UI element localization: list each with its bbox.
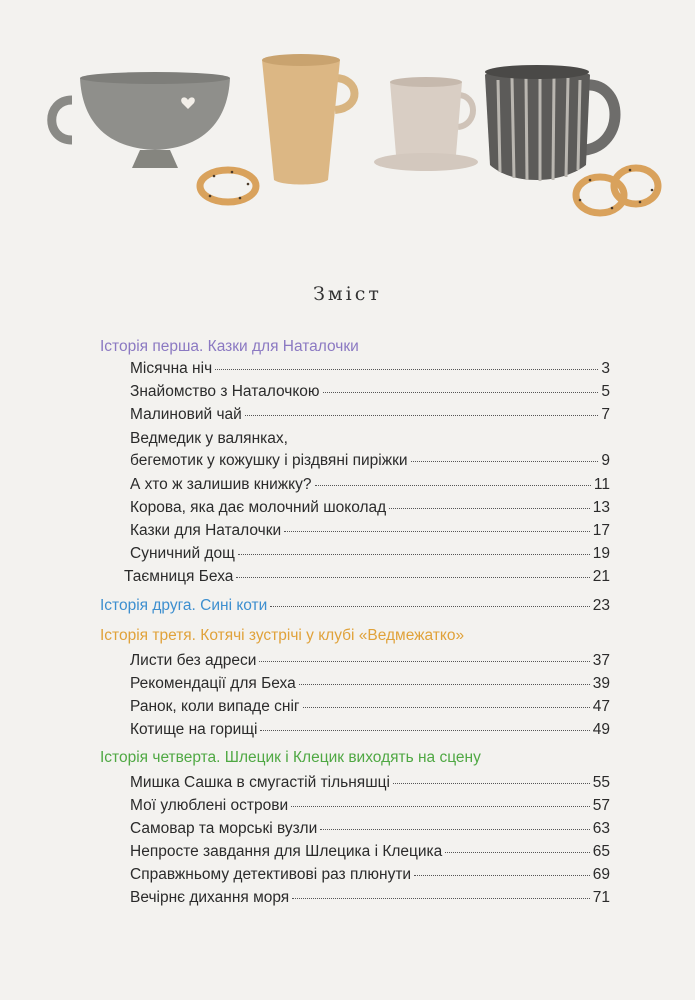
page-number: 49	[592, 721, 610, 738]
toc-entry	[130, 652, 610, 670]
pretzel-ring-icon	[200, 168, 658, 213]
entry-title: Рекомендації для Беха	[130, 675, 296, 692]
toc-entry	[130, 406, 610, 424]
toc-entry	[130, 721, 610, 739]
dot-leader	[320, 829, 589, 830]
entry-title: Котище на горищі	[130, 721, 258, 738]
dot-leader	[292, 898, 590, 899]
entry-title: Мишка Сашка в смугастій тільняшці	[130, 774, 390, 791]
part-title-2: Історія друга. Сині коти	[100, 597, 268, 614]
page-number: 69	[592, 866, 610, 883]
entry-title: Листи без адреси	[130, 652, 257, 669]
page-number: 55	[592, 774, 610, 791]
page-number: 3	[601, 360, 610, 377]
page-number: 71	[592, 889, 610, 906]
toc-entry	[130, 698, 610, 716]
dot-leader	[303, 707, 590, 708]
page-number: 7	[601, 406, 610, 423]
toc-entry	[130, 843, 610, 861]
entry-title: Мої улюблені острови	[130, 797, 289, 814]
toc-entry	[130, 383, 610, 401]
page-number: 23	[592, 597, 610, 614]
gray-teacup-icon	[52, 72, 230, 168]
toc-entry	[130, 866, 610, 884]
dot-leader	[299, 684, 590, 685]
toc-entry	[130, 360, 610, 378]
entry-title: Непросте завдання для Шлецика і Клецика	[130, 843, 443, 860]
entry-title: Справжньому детективові раз плюнути	[130, 866, 412, 883]
entry-title: Суничний дощ	[130, 545, 235, 562]
yellow-mug-icon	[262, 54, 355, 185]
page-number: 13	[592, 499, 610, 516]
toc-entry	[130, 820, 610, 838]
striped-mug-icon	[485, 65, 615, 181]
entry-title: Вечірнє дихання моря	[130, 889, 290, 906]
dot-leader	[445, 852, 589, 853]
dot-leader	[270, 606, 589, 607]
entry-title: Знайомство з Наталочкою	[130, 383, 320, 400]
page-number: 17	[592, 522, 610, 539]
page-number: 65	[592, 843, 610, 860]
dot-leader	[315, 485, 591, 486]
entry-title: Казки для Наталочки	[130, 522, 282, 539]
entry-title: Корова, яка дає молочний шоколад	[130, 499, 387, 516]
part-title-2-entry	[100, 597, 610, 615]
page-number: 63	[592, 820, 610, 837]
toc-entry	[130, 774, 610, 792]
page-number: 47	[592, 698, 610, 715]
dot-leader	[284, 531, 590, 532]
entry-title: Таємниця Беха	[124, 568, 234, 585]
toc-entry	[130, 452, 610, 470]
dot-leader	[236, 577, 589, 578]
entry-title: А хто ж залишив книжку?	[130, 476, 312, 493]
dot-leader	[323, 392, 599, 393]
dot-leader	[259, 661, 589, 662]
toc-heading: Зміст	[313, 283, 382, 305]
dot-leader	[215, 369, 598, 370]
entry-title: бегемотик у кожушку і різдвяні пиріжки	[130, 452, 408, 469]
entry-title: Ранок, коли випаде сніг	[130, 698, 300, 715]
toc-entry	[130, 499, 610, 517]
dot-leader	[393, 783, 590, 784]
part-title-1: Історія перша. Казки для Наталочки	[100, 338, 359, 355]
page-number: 39	[592, 675, 610, 692]
dot-leader	[411, 461, 599, 462]
toc-entry	[130, 476, 610, 494]
toc-entry	[130, 889, 610, 907]
page-number: 21	[592, 568, 610, 585]
toc-entry	[124, 568, 610, 586]
page-number: 57	[592, 797, 610, 814]
entry-title: Місячна ніч	[130, 360, 213, 377]
toc-entry	[130, 545, 610, 563]
dot-leader	[260, 730, 589, 731]
dot-leader	[414, 875, 590, 876]
page-number: 5	[601, 383, 610, 400]
cups-illustration	[0, 0, 695, 240]
page-number: 9	[601, 452, 610, 469]
toc-entry	[130, 675, 610, 693]
part-title-4: Історія четверта. Шлецик і Клецик виходять на сцену	[100, 749, 481, 766]
toc-entry	[130, 522, 610, 540]
dot-leader	[291, 806, 590, 807]
beige-cup-on-saucer-icon	[374, 77, 478, 171]
entry-title-line1: Ведмедик у валянках,	[130, 430, 288, 447]
entry-title: Малиновий чай	[130, 406, 242, 423]
toc-entry	[130, 797, 610, 815]
part-title-3: Історія третя. Котячі зустрічі у клубі «Ведмежатко»	[100, 627, 465, 644]
dot-leader	[389, 508, 590, 509]
page-number: 37	[592, 652, 610, 669]
entry-title: Самовар та морські вузли	[130, 820, 318, 837]
dot-leader	[245, 415, 599, 416]
dot-leader	[238, 554, 590, 555]
page-number: 11	[593, 476, 610, 493]
page-number: 19	[592, 545, 610, 562]
